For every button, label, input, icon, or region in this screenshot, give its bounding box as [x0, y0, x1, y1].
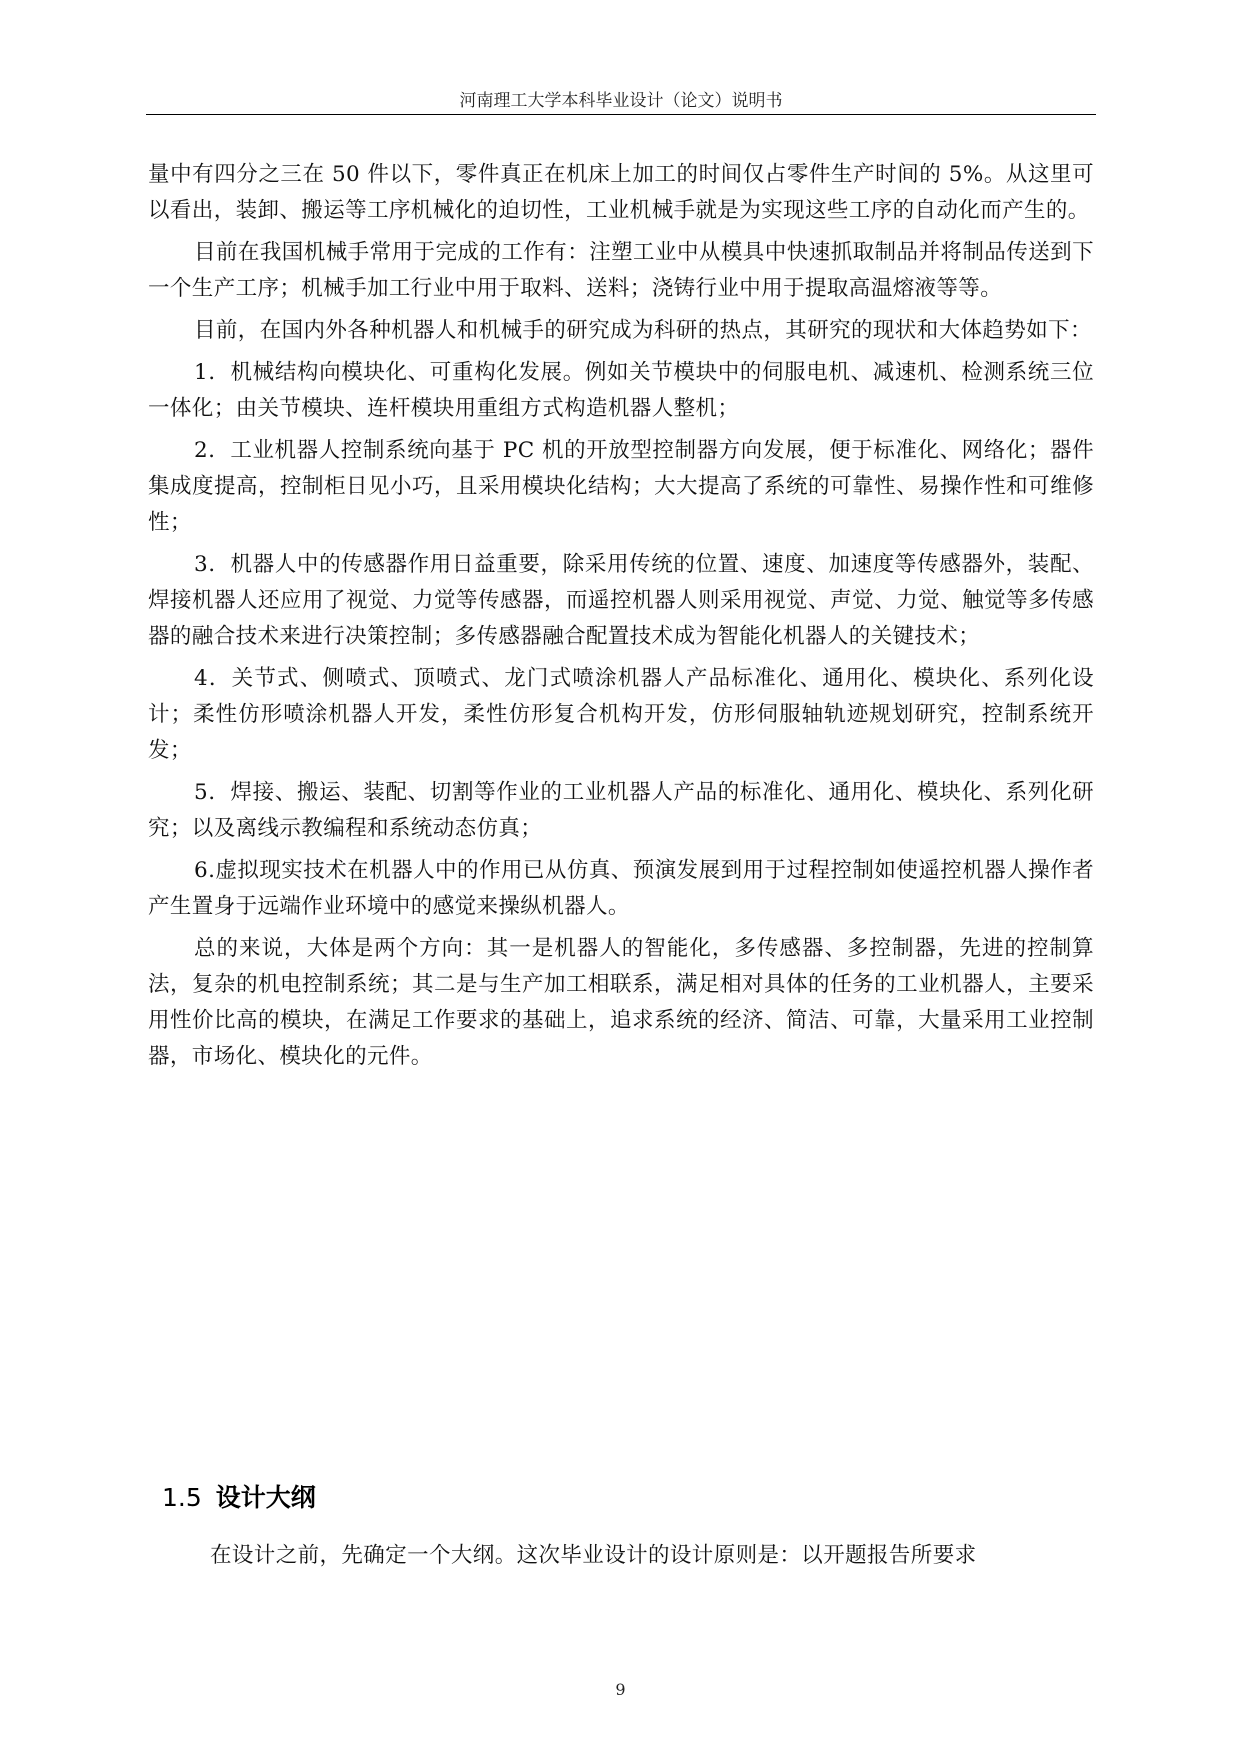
list-item-6: 6.虚拟现实技术在机器人中的作用已从仿真、预演发展到用于过程控制如使遥控机器人操作者产生置身于远端作业环境中的感觉来操纵机器人。 [148, 858, 1094, 919]
list-item-2: 2．工业机器人控制系统向基于 PC 机的开放型控制器方向发展，便于标准化、网络化；器件集成度提高，控制柜日见小巧，且采用模块化结构；大大提高了系统的可靠性、易操作性和可维修性； [148, 438, 1094, 535]
section-intro-paragraph: 在设计之前，先确定一个大纲。这次毕业设计的设计原则是：以开题报告所要求 [210, 1543, 977, 1568]
section-number: 1.5 [162, 1483, 202, 1512]
header-rule [146, 114, 1096, 115]
list-item-5: 5．焊接、搬运、装配、切割等作业的工业机器人产品的标准化、通用化、模块化、系列化研究；以及离线示教编程和系统动态仿真； [148, 780, 1094, 841]
list-item-1: 1．机械结构向模块化、可重构化发展。例如关节模块中的伺服电机、减速机、检测系统三位一体化；由关节模块、连杆模块用重组方式构造机器人整机； [148, 360, 1094, 421]
paragraph-1: 量中有四分之三在 50 件以下，零件真正在机床上加工的时间仅占零件生产时间的 5%。从这里可以看出，装卸、搬运等工序机械化的迫切性，工业机械手就是为实现这些工序的自动化而产生的。 [148, 162, 1094, 223]
section-heading [162, 1478, 316, 1514]
paragraph-3: 目前，在国内外各种机器人和机械手的研究成为科研的热点，其研究的现状和大体趋势如下： [194, 318, 1092, 343]
paragraph-2: 目前在我国机械手常用于完成的工作有：注塑工业中从模具中快速抓取制品并将制品传送到下一个生产工序；机械手加工行业中用于取料、送料；浇铸行业中用于提取高温熔液等等。 [148, 240, 1094, 301]
running-header: 河南理工大学本科毕业设计（论文）说明书 [459, 91, 783, 111]
list-item-4: 4．关节式、侧喷式、顶喷式、龙门式喷涂机器人产品标准化、通用化、模块化、系列化设计；柔性仿形喷涂机器人开发，柔性仿形复合机构开发，仿形伺服轴轨迹规划研究，控制系统开发； [148, 666, 1094, 763]
summary-paragraph: 总的来说，大体是两个方向：其一是机器人的智能化，多传感器、多控制器，先进的控制算法，复杂的机电控制系统；其二是与生产加工相联系，满足相对具体的任务的工业机器人，主要采用性价比高的模块，在满足工作要求的基础上，追求系统的经济、简洁、可靠，大量采用工业控制器，市场化、模块化的元件。 [148, 936, 1094, 1069]
list-item-3: 3．机器人中的传感器作用日益重要，除采用传统的位置、速度、加速度等传感器外，装配、焊接机器人还应用了视觉、力觉等传感器，而遥控机器人则采用视觉、声觉、力觉、触觉等多传感器的融合技术来进行决策控制；多传感器融合配置技术成为智能化机器人的关键技术； [148, 552, 1094, 649]
section-title: 设计大纲 [215, 1483, 316, 1512]
page-number: 9 [615, 1680, 626, 1699]
body-text [148, 157, 1094, 1081]
